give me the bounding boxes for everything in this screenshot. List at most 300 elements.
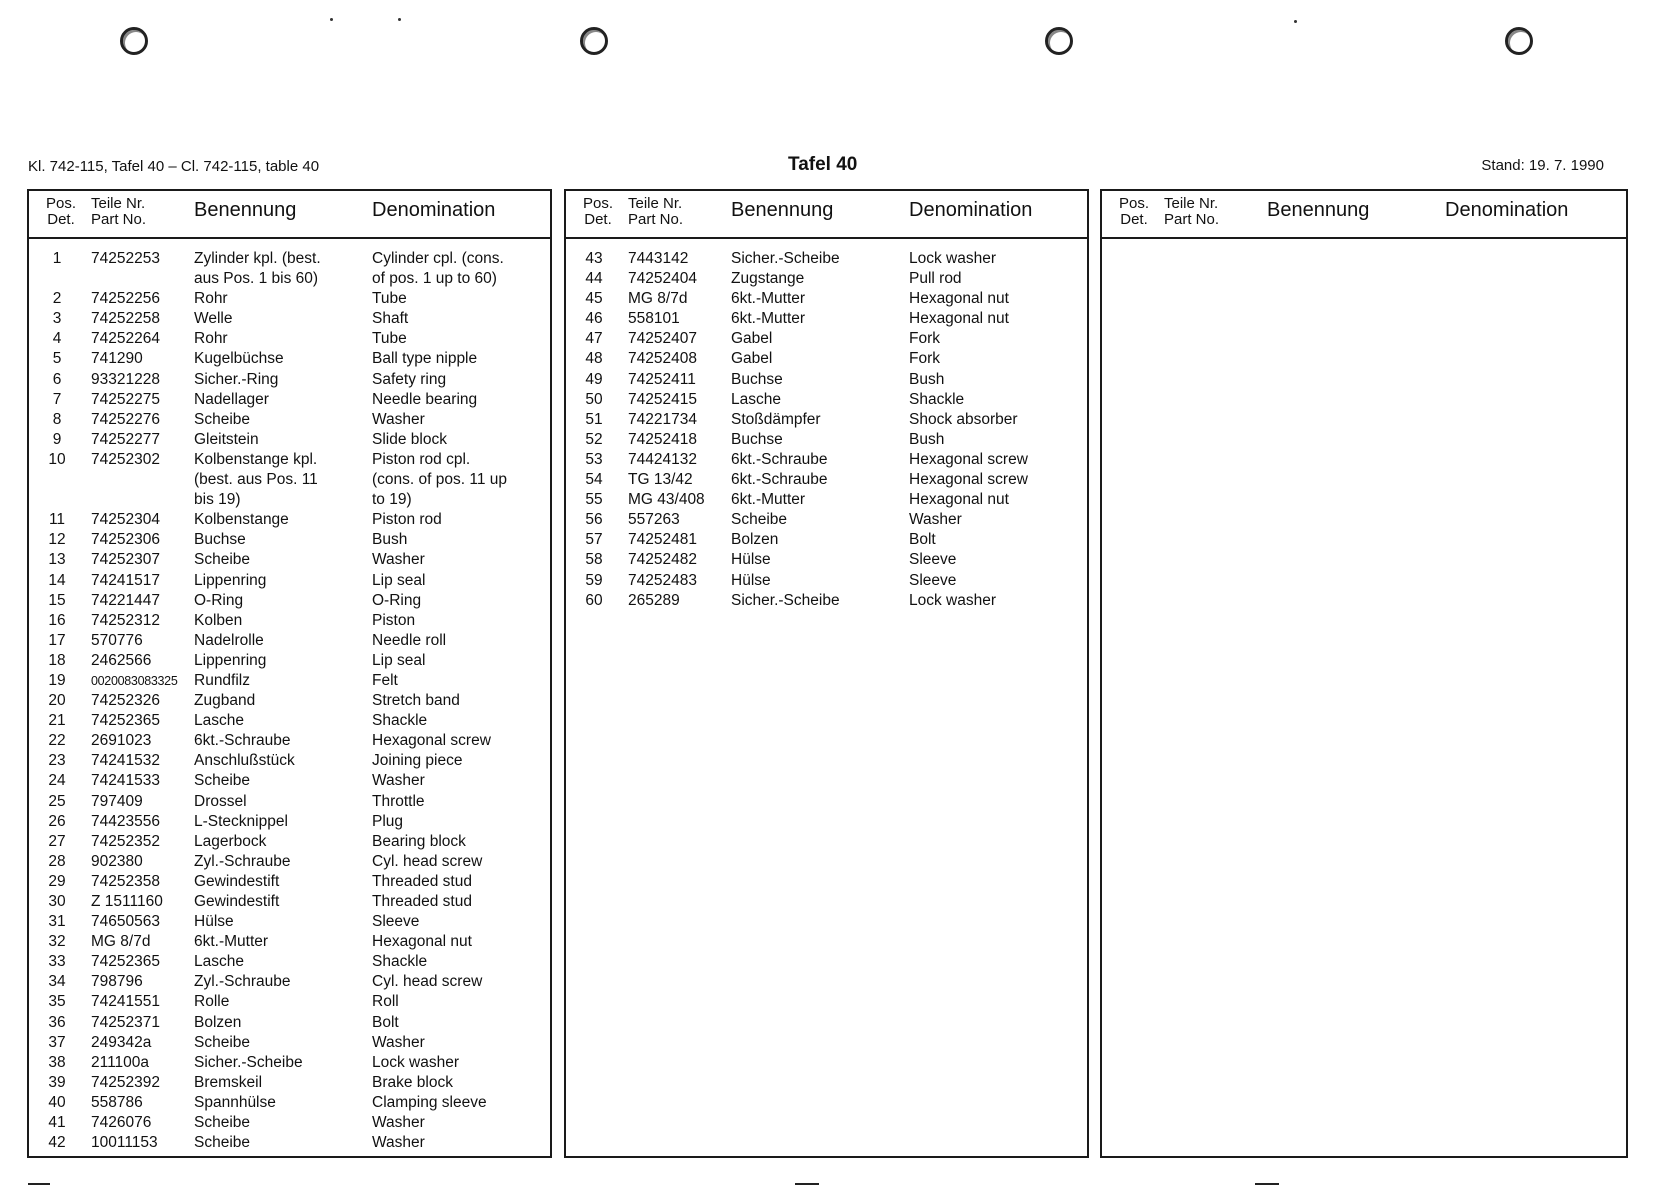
table-row bbox=[566, 550, 1087, 570]
denomination-cell: Fork bbox=[909, 350, 940, 368]
table-row bbox=[29, 1133, 550, 1153]
pos-cell: 56 bbox=[585, 511, 603, 529]
pos-cell: 12 bbox=[48, 531, 66, 549]
denomination-header: Denomination bbox=[372, 199, 496, 221]
denomination-cell: Lock washer bbox=[909, 591, 997, 609]
table-row bbox=[29, 1093, 550, 1113]
part-number-cell: 10011153 bbox=[91, 1134, 158, 1152]
benennung-cell: Lagerbock bbox=[194, 832, 267, 850]
table-row bbox=[566, 390, 1087, 410]
benennung-cell: Rohr bbox=[194, 290, 228, 308]
part-header bbox=[628, 196, 683, 228]
punch-hole-2 bbox=[580, 27, 608, 55]
pos-header-en: Det. bbox=[584, 211, 612, 228]
part-number-cell: 74252277 bbox=[91, 430, 160, 448]
benennung-cell: Scheibe bbox=[194, 1114, 251, 1132]
benennung-cell: aus Pos. 1 bis 60) bbox=[194, 270, 319, 288]
benennung-cell: Kolbenstange kpl. bbox=[194, 450, 318, 468]
benennung-cell: Drossel bbox=[194, 792, 247, 810]
denomination-cell: Lip seal bbox=[372, 571, 426, 589]
table-row bbox=[29, 671, 550, 691]
table-row bbox=[29, 872, 550, 892]
table-row bbox=[29, 430, 550, 450]
pos-cell: 11 bbox=[48, 511, 66, 529]
benennung-cell: 6kt.-Mutter bbox=[731, 290, 806, 308]
denomination-cell: Ball type nipple bbox=[372, 350, 478, 368]
benennung-cell: Buchse bbox=[194, 531, 246, 549]
denomination-cell: Threaded stud bbox=[372, 893, 472, 910]
part-header-en: Part No. bbox=[628, 211, 684, 228]
pos-cell: 57 bbox=[585, 531, 603, 549]
denomination-cell: Threaded stud bbox=[372, 872, 472, 890]
part-number-cell: 74252256 bbox=[91, 290, 160, 308]
punch-hole-3 bbox=[1045, 27, 1073, 55]
table-row bbox=[29, 972, 550, 992]
benennung-cell: 6kt.-Mutter bbox=[731, 310, 806, 328]
pos-cell: 1 bbox=[52, 250, 62, 267]
part-number-cell: 557263 bbox=[628, 511, 680, 529]
table-row bbox=[29, 349, 550, 369]
part-number-cell: 74252275 bbox=[91, 390, 160, 408]
denomination-cell: Felt bbox=[372, 671, 398, 689]
table-row bbox=[29, 530, 550, 550]
scan-speck bbox=[330, 18, 333, 21]
benennung-cell: Nadelrolle bbox=[194, 631, 264, 649]
part-number-cell: 74252253 bbox=[91, 250, 160, 267]
pos-cell: 55 bbox=[585, 491, 603, 509]
benennung-cell: O-Ring bbox=[194, 591, 244, 609]
part-number-cell: 74241533 bbox=[91, 772, 160, 790]
pos-cell: 15 bbox=[48, 591, 66, 609]
part-number-cell: 74252352 bbox=[91, 832, 160, 850]
part-number-cell: 74252407 bbox=[628, 330, 697, 348]
benennung-header: Benennung bbox=[1267, 199, 1370, 221]
denomination-cell: Bolt bbox=[909, 531, 936, 549]
pos-cell: 31 bbox=[48, 913, 66, 931]
table-row bbox=[29, 1033, 550, 1053]
part-number-cell: 211100a bbox=[91, 1053, 150, 1071]
pos-cell: 9 bbox=[52, 430, 62, 448]
denomination-cell: Stretch band bbox=[372, 692, 460, 710]
pos-cell: 59 bbox=[585, 571, 603, 589]
pos-cell: 58 bbox=[585, 551, 603, 569]
pos-cell: 20 bbox=[48, 692, 66, 710]
table-row bbox=[29, 932, 550, 952]
part-number-cell: 74252415 bbox=[628, 390, 697, 408]
pos-cell: 27 bbox=[48, 832, 66, 850]
part-number-cell: 741290 bbox=[91, 350, 143, 368]
pos-cell: 13 bbox=[48, 551, 66, 569]
part-number-cell: MG 43/408 bbox=[628, 491, 705, 509]
benennung-cell: Kolben bbox=[194, 611, 243, 629]
denomination-cell: Needle bearing bbox=[372, 390, 478, 408]
table-row bbox=[29, 550, 550, 570]
part-number-cell: 74252307 bbox=[91, 551, 160, 569]
denomination-cell: Shock absorber bbox=[909, 410, 1018, 428]
pos-cell: 6 bbox=[52, 370, 62, 388]
benennung-cell: Zyl.-Schraube bbox=[194, 852, 291, 870]
pos-cell: 7 bbox=[52, 390, 62, 408]
pos-cell: 51 bbox=[585, 410, 603, 428]
table-row bbox=[29, 470, 550, 490]
table-row bbox=[29, 832, 550, 852]
parts-panel-3 bbox=[1100, 189, 1628, 1158]
denomination-cell: Washer bbox=[372, 1134, 425, 1152]
pos-header-en: Det. bbox=[1120, 211, 1148, 228]
denomination-cell: Cyl. head screw bbox=[372, 973, 483, 991]
part-number-cell: MG 8/7d bbox=[628, 290, 688, 308]
denomination-cell: Hexagonal nut bbox=[909, 491, 1009, 509]
pos-header bbox=[1114, 196, 1154, 228]
part-header bbox=[91, 196, 146, 228]
denomination-cell: Joining piece bbox=[372, 752, 463, 770]
pos-cell: 40 bbox=[48, 1093, 66, 1111]
part-header-de: Teile Nr. bbox=[91, 195, 146, 212]
denomination-cell: Shackle bbox=[909, 390, 965, 408]
table-row bbox=[29, 370, 550, 390]
pos-cell: 48 bbox=[585, 350, 603, 368]
benennung-cell: 6kt.-Schraube bbox=[194, 732, 291, 750]
benennung-cell: Sicher.-Scheibe bbox=[194, 1053, 303, 1071]
part-number-cell: 74252306 bbox=[91, 531, 160, 549]
pos-cell: 50 bbox=[585, 390, 603, 408]
benennung-cell: Rohr bbox=[194, 330, 228, 348]
benennung-cell: Lippenring bbox=[194, 571, 267, 589]
denomination-cell: Washer bbox=[372, 551, 425, 569]
denomination-cell: Sleeve bbox=[372, 913, 420, 931]
part-number-cell: 265289 bbox=[628, 591, 680, 609]
part-number-cell: 797409 bbox=[91, 792, 143, 810]
table-row bbox=[566, 329, 1087, 349]
pos-cell: 29 bbox=[48, 872, 66, 890]
denomination-cell: Hexagonal screw bbox=[372, 732, 491, 750]
pos-cell: 43 bbox=[585, 250, 603, 267]
pos-cell: 5 bbox=[52, 350, 62, 368]
benennung-cell: Gleitstein bbox=[194, 430, 259, 448]
part-number-cell: 74252408 bbox=[628, 350, 697, 368]
table-row bbox=[29, 591, 550, 611]
denomination-cell: Bearing block bbox=[372, 832, 466, 850]
denomination-cell: Washer bbox=[372, 1114, 425, 1132]
benennung-cell: Scheibe bbox=[731, 511, 788, 529]
table-row bbox=[566, 530, 1087, 550]
part-header-en: Part No. bbox=[91, 211, 147, 228]
part-number-cell: MG 8/7d bbox=[91, 933, 151, 951]
table-row bbox=[29, 410, 550, 430]
pos-cell: 16 bbox=[48, 611, 66, 629]
denomination-cell: Tube bbox=[372, 290, 407, 308]
pos-cell: 60 bbox=[585, 591, 603, 609]
benennung-cell: Lasche bbox=[731, 390, 781, 408]
part-number-cell: 558101 bbox=[628, 310, 680, 328]
table-row bbox=[29, 992, 550, 1012]
table-row bbox=[29, 329, 550, 349]
part-number-cell: 7443142 bbox=[628, 250, 689, 267]
table-row bbox=[29, 631, 550, 651]
pos-cell: 2 bbox=[52, 290, 62, 308]
pos-cell: 33 bbox=[48, 953, 66, 971]
benennung-cell: Lasche bbox=[194, 953, 244, 971]
table-row bbox=[29, 852, 550, 872]
part-number-cell: 74252312 bbox=[91, 611, 160, 629]
benennung-cell: 6kt.-Schraube bbox=[731, 471, 828, 489]
page-title: Tafel 40 bbox=[788, 154, 858, 175]
pos-cell: 45 bbox=[585, 290, 603, 308]
denomination-cell: Hexagonal screw bbox=[909, 450, 1028, 468]
pos-cell: 4 bbox=[52, 330, 62, 348]
parts-list bbox=[29, 249, 550, 1153]
benennung-cell: L-Stecknippel bbox=[194, 812, 288, 830]
table-row bbox=[566, 430, 1087, 450]
benennung-cell: Sicher.-Scheibe bbox=[731, 591, 840, 609]
benennung-cell: bis 19) bbox=[194, 491, 241, 509]
denomination-cell: Needle roll bbox=[372, 631, 447, 649]
pos-cell: 18 bbox=[48, 651, 66, 669]
table-row bbox=[29, 490, 550, 510]
punch-hole-1 bbox=[120, 27, 148, 55]
benennung-cell: Bolzen bbox=[194, 1013, 242, 1031]
part-number-cell: 74252358 bbox=[91, 872, 160, 890]
denomination-cell: to 19) bbox=[372, 491, 412, 509]
denomination-cell: Piston bbox=[372, 611, 416, 629]
denomination-cell: Cyl. head screw bbox=[372, 852, 483, 870]
pos-cell: 52 bbox=[585, 430, 603, 448]
part-number-cell: 93321228 bbox=[91, 370, 160, 388]
denomination-cell: Bush bbox=[372, 531, 408, 549]
denomination-cell: O-Ring bbox=[372, 591, 422, 609]
denomination-cell: Lock washer bbox=[372, 1053, 460, 1071]
table-row bbox=[29, 691, 550, 711]
table-row bbox=[566, 410, 1087, 430]
pos-cell: 19 bbox=[48, 671, 66, 689]
denomination-cell: Shaft bbox=[372, 310, 409, 328]
denomination-cell: Safety ring bbox=[372, 370, 447, 388]
part-number-cell: 570776 bbox=[91, 631, 143, 649]
pos-cell: 35 bbox=[48, 993, 66, 1011]
table-row bbox=[29, 771, 550, 791]
benennung-cell: Rolle bbox=[194, 993, 230, 1011]
denomination-cell: Brake block bbox=[372, 1073, 453, 1091]
benennung-cell: Zugband bbox=[194, 692, 256, 710]
benennung-cell: Anschlußstück bbox=[194, 752, 295, 770]
benennung-cell: Zyl.-Schraube bbox=[194, 973, 291, 991]
pos-header-en: Det. bbox=[47, 211, 75, 228]
table-row bbox=[566, 370, 1087, 390]
table-row bbox=[566, 289, 1087, 309]
benennung-cell: Hülse bbox=[731, 571, 771, 589]
part-number-cell: 249342a bbox=[91, 1033, 152, 1051]
denomination-cell: of pos. 1 up to 60) bbox=[372, 270, 497, 288]
denomination-cell: Hexagonal nut bbox=[909, 310, 1009, 328]
pos-header bbox=[578, 196, 618, 228]
part-number-cell: 798796 bbox=[91, 973, 143, 991]
table-row bbox=[29, 1073, 550, 1093]
pos-cell: 34 bbox=[48, 973, 66, 991]
denomination-cell: Shackle bbox=[372, 953, 428, 971]
punch-hole-4 bbox=[1505, 27, 1533, 55]
benennung-cell: Scheibe bbox=[194, 1033, 251, 1051]
table-row bbox=[29, 510, 550, 530]
pos-cell: 17 bbox=[48, 631, 66, 649]
benennung-cell: Gabel bbox=[731, 330, 773, 348]
table-row bbox=[566, 309, 1087, 329]
pos-cell: 25 bbox=[48, 792, 66, 810]
table-row bbox=[566, 490, 1087, 510]
table-row bbox=[29, 751, 550, 771]
table-row bbox=[29, 309, 550, 329]
pos-cell: 32 bbox=[48, 933, 66, 951]
denomination-cell: Bolt bbox=[372, 1013, 399, 1031]
part-number-cell: 74650563 bbox=[91, 913, 160, 931]
part-number-cell: 902380 bbox=[91, 852, 143, 870]
parts-panel-2 bbox=[564, 189, 1089, 1158]
table-row bbox=[29, 611, 550, 631]
pos-cell: 46 bbox=[585, 310, 603, 328]
parts-list bbox=[566, 249, 1087, 611]
benennung-cell: Hülse bbox=[731, 551, 771, 569]
pos-header-de: Pos. bbox=[582, 195, 613, 212]
denomination-cell: Clamping sleeve bbox=[372, 1093, 487, 1111]
part-number-cell: 74252276 bbox=[91, 410, 160, 428]
denomination-cell: Washer bbox=[909, 511, 962, 529]
part-number-cell: 74252258 bbox=[91, 310, 160, 328]
denomination-cell: Cylinder cpl. (cons. bbox=[372, 250, 504, 267]
denomination-cell: Hexagonal screw bbox=[909, 471, 1028, 489]
table-row bbox=[29, 249, 550, 269]
denomination-cell: Hexagonal nut bbox=[372, 933, 472, 951]
benennung-cell: Gabel bbox=[731, 350, 773, 368]
benennung-cell: Buchse bbox=[731, 430, 783, 448]
benennung-cell: Scheibe bbox=[194, 1134, 251, 1152]
part-number-cell: 74252302 bbox=[91, 450, 160, 468]
pos-cell: 38 bbox=[48, 1053, 66, 1071]
denomination-cell: Shackle bbox=[372, 712, 428, 730]
benennung-cell: Gewindestift bbox=[194, 893, 280, 910]
scan-speck bbox=[398, 18, 401, 21]
pos-cell: 14 bbox=[48, 571, 66, 589]
part-number-cell: 0020083083325 bbox=[91, 673, 178, 688]
part-number-cell: 74252482 bbox=[628, 551, 697, 569]
pos-cell: 8 bbox=[52, 410, 62, 428]
table-row bbox=[29, 1013, 550, 1033]
part-number-cell: 74221447 bbox=[91, 591, 160, 609]
benennung-cell: Zylinder kpl. (best. bbox=[194, 250, 321, 267]
table-row bbox=[29, 892, 550, 912]
part-number-cell: 74241532 bbox=[91, 752, 160, 770]
benennung-cell: Hülse bbox=[194, 913, 234, 931]
part-number-cell: 74252404 bbox=[628, 270, 697, 288]
column-header bbox=[1102, 191, 1626, 239]
part-number-cell: 74252483 bbox=[628, 571, 697, 589]
pos-cell: 28 bbox=[48, 852, 66, 870]
part-number-cell: 74252481 bbox=[628, 531, 697, 549]
pos-cell: 23 bbox=[48, 752, 66, 770]
pos-cell: 42 bbox=[48, 1134, 66, 1152]
part-number-cell: TG 13/42 bbox=[628, 471, 693, 489]
pos-cell: 36 bbox=[48, 1013, 66, 1031]
pos-cell: 24 bbox=[48, 772, 66, 790]
part-number-cell: 7426076 bbox=[91, 1114, 152, 1132]
pos-cell: 26 bbox=[48, 812, 66, 830]
pos-cell: 47 bbox=[585, 330, 603, 348]
part-header-de: Teile Nr. bbox=[1164, 195, 1219, 212]
part-number-cell: 74252365 bbox=[91, 953, 160, 971]
parts-panel-1 bbox=[27, 189, 552, 1158]
benennung-cell: Bolzen bbox=[731, 531, 779, 549]
table-row bbox=[29, 651, 550, 671]
benennung-cell: Spannhülse bbox=[194, 1093, 276, 1111]
benennung-cell: Sicher.-Scheibe bbox=[731, 250, 840, 267]
pos-header-de: Pos. bbox=[1118, 195, 1149, 212]
denomination-cell: Washer bbox=[372, 772, 425, 790]
denomination-cell: Sleeve bbox=[909, 571, 957, 589]
table-row bbox=[29, 812, 550, 832]
table-row bbox=[566, 591, 1087, 611]
denomination-cell: Bush bbox=[909, 370, 945, 388]
benennung-cell: 6kt.-Mutter bbox=[194, 933, 269, 951]
benennung-cell: 6kt.-Mutter bbox=[731, 491, 806, 509]
pos-cell: 22 bbox=[48, 732, 66, 750]
pos-cell: 3 bbox=[52, 310, 62, 328]
denomination-header: Denomination bbox=[909, 199, 1033, 221]
part-number-cell: 558786 bbox=[91, 1093, 143, 1111]
part-number-cell: 2462566 bbox=[91, 651, 152, 669]
denomination-cell: Lip seal bbox=[372, 651, 426, 669]
pos-cell: 21 bbox=[48, 712, 66, 730]
benennung-cell: Scheibe bbox=[194, 410, 251, 428]
table-row bbox=[29, 450, 550, 470]
benennung-cell: Rundfilz bbox=[194, 671, 250, 689]
table-row bbox=[29, 289, 550, 309]
document-reference: Kl. 742-115, Tafel 40 – Cl. 742-115, table 40 bbox=[28, 158, 320, 175]
benennung-cell: Kolbenstange bbox=[194, 511, 289, 529]
table-row bbox=[566, 269, 1087, 289]
part-number-cell: 74424132 bbox=[628, 450, 697, 468]
table-row bbox=[29, 571, 550, 591]
part-number-cell: 74252411 bbox=[628, 370, 696, 388]
denomination-cell: Plug bbox=[372, 812, 404, 830]
benennung-cell: Lippenring bbox=[194, 651, 267, 669]
benennung-cell: Kugelbüchse bbox=[194, 350, 284, 368]
denomination-header: Denomination bbox=[1445, 199, 1569, 221]
benennung-cell: Sicher.-Ring bbox=[194, 370, 279, 388]
table-row bbox=[29, 952, 550, 972]
table-row bbox=[29, 792, 550, 812]
benennung-cell: Lasche bbox=[194, 712, 244, 730]
denomination-cell: Sleeve bbox=[909, 551, 957, 569]
benennung-cell: Zugstange bbox=[731, 270, 805, 288]
benennung-cell: Scheibe bbox=[194, 551, 251, 569]
pos-cell: 37 bbox=[48, 1033, 66, 1051]
pos-header bbox=[41, 196, 81, 228]
denomination-cell: Hexagonal nut bbox=[909, 290, 1009, 308]
denomination-cell: Slide block bbox=[372, 430, 447, 448]
part-number-cell: 2691023 bbox=[91, 732, 152, 750]
benennung-cell: (best. aus Pos. 11 bbox=[194, 471, 318, 489]
table-row bbox=[29, 912, 550, 932]
benennung-cell: Scheibe bbox=[194, 772, 251, 790]
benennung-header: Benennung bbox=[194, 199, 297, 221]
pos-header-de: Pos. bbox=[45, 195, 76, 212]
table-row bbox=[566, 470, 1087, 490]
pos-cell: 30 bbox=[48, 893, 66, 910]
part-header-en: Part No. bbox=[1164, 211, 1220, 228]
part-header-de: Teile Nr. bbox=[628, 195, 683, 212]
denomination-cell: Tube bbox=[372, 330, 407, 348]
part-number-cell: 74252264 bbox=[91, 330, 160, 348]
part-number-cell: 74252371 bbox=[91, 1013, 160, 1031]
part-number-cell: Z 1511160 bbox=[91, 893, 163, 910]
